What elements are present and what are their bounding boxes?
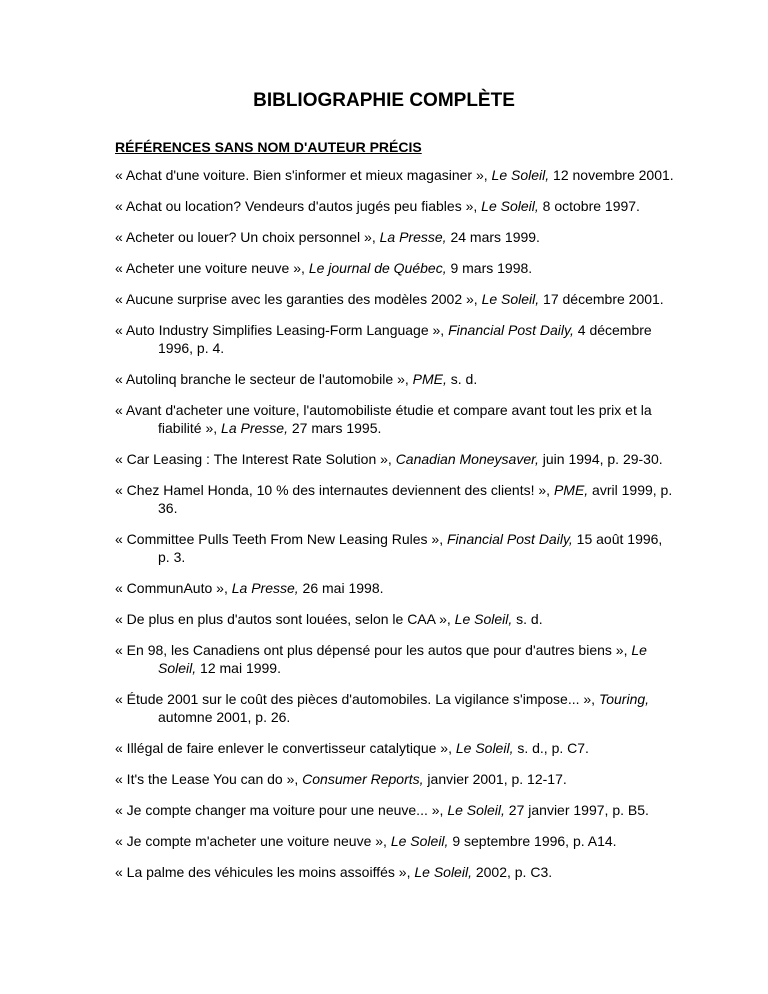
entry-details: 12 novembre 2001. — [549, 167, 674, 183]
bibliography-entry — [115, 450, 675, 468]
entry-title: « Avant d'acheter une voiture, l'automobiliste étudie et compare avant tout les prix et la fiabilité », — [115, 402, 652, 436]
bibliography-list — [115, 166, 675, 894]
entry-details: janvier 2001, p. 12-17. — [423, 771, 567, 787]
entry-details: 2002, p. C3. — [471, 864, 553, 880]
bibliography-entry — [115, 690, 675, 726]
bibliography-entry — [115, 370, 675, 388]
entry-details: 4 décembre 1996, p. 4. — [158, 322, 652, 356]
bibliography-entry — [115, 801, 675, 819]
bibliography-entry — [115, 832, 675, 850]
bibliography-entry — [115, 739, 675, 757]
entry-details: 17 décembre 2001. — [539, 291, 664, 307]
entry-details: 27 mars 1995. — [287, 420, 382, 436]
entry-title: « Acheter ou louer? Un choix personnel », — [115, 229, 380, 245]
entry-source: Le Soleil, — [390, 833, 449, 849]
entry-details: s. d. — [512, 611, 543, 627]
entry-source: Le Soleil, — [454, 611, 513, 627]
bibliography-entry — [115, 863, 675, 881]
entry-source: Le journal de Québec, — [308, 260, 447, 276]
entry-source: PME, — [412, 371, 447, 387]
entry-title: « Je compte changer ma voiture pour une neuve... », — [115, 802, 448, 818]
entry-title: « Chez Hamel Honda, 10 % des internautes deviennent des clients! », — [115, 482, 554, 498]
bibliography-entry — [115, 579, 675, 597]
section-heading: RÉFÉRENCES SANS NOM D'AUTEUR PRÉCIS — [115, 139, 422, 155]
entry-source: Le Soleil, — [414, 864, 472, 880]
entry-details: 9 mars 1998. — [446, 260, 533, 276]
entry-details: 15 août 1996, p. 3. — [158, 531, 663, 565]
entry-details: avril 1999, p. 36. — [158, 482, 673, 516]
bibliography-entry — [115, 259, 675, 277]
page-title: BIBLIOGRAPHIE COMPLÈTE — [253, 90, 515, 111]
bibliography-entry — [115, 321, 675, 357]
entry-title: « Acheter une voiture neuve », — [115, 260, 309, 276]
entry-source: Le Soleil, — [158, 642, 647, 676]
entry-details: s. d. — [446, 371, 478, 387]
entry-title: « Je compte m'acheter une voiture neuve », — [115, 833, 391, 849]
entry-details: automne 2001, p. 26. — [158, 709, 291, 725]
entry-source: Le Soleil, — [455, 740, 514, 756]
entry-source: Consumer Reports, — [302, 771, 424, 787]
bibliography-entry — [115, 770, 675, 788]
entry-source: Le Soleil, — [481, 291, 540, 307]
entry-title: « It's the Lease You can do », — [115, 771, 303, 787]
entry-details: 27 janvier 1997, p. B5. — [504, 802, 649, 818]
entry-details: 12 mai 1999. — [196, 660, 281, 676]
entry-details: s. d., p. C7. — [513, 740, 589, 756]
entry-title: « Étude 2001 sur le coût des pièces d'automobiles. La vigilance s'impose... », — [115, 691, 599, 707]
entry-source: Le Soleil, — [491, 167, 550, 183]
entry-title: « Auto Industry Simplifies Leasing-Form Language », — [115, 322, 449, 338]
entry-title: « Achat ou location? Vendeurs d'autos jugés peu fiables », — [115, 198, 482, 214]
entry-title: « Achat d'une voiture. Bien s'informer et mieux magasiner », — [115, 167, 492, 183]
entry-title: « CommunAuto », — [115, 580, 232, 596]
entry-title: « Illégal de faire enlever le convertisseur catalytique », — [115, 740, 456, 756]
entry-details: 26 mai 1998. — [298, 580, 384, 596]
entry-details: juin 1994, p. 29-30. — [538, 451, 663, 467]
entry-source: Touring, — [598, 691, 650, 707]
entry-title: « De plus en plus d'autos sont louées, selon le CAA », — [115, 611, 455, 627]
entry-source: Le Soleil, — [447, 802, 505, 818]
entry-title: « Committee Pulls Teeth From New Leasing Rules », — [115, 531, 447, 547]
entry-title: « En 98, les Canadiens ont plus dépensé pour les autos que pour d'autres biens », — [115, 642, 632, 658]
entry-source: Financial Post Daily, — [447, 531, 573, 547]
bibliography-entry — [115, 228, 675, 246]
bibliography-entry — [115, 166, 675, 184]
entry-details: 8 octobre 1997. — [538, 198, 640, 214]
bibliography-entry — [115, 641, 675, 677]
entry-source: Le Soleil, — [481, 198, 539, 214]
entry-title: « La palme des véhicules les moins assoiffés », — [115, 864, 415, 880]
entry-source: La Presse, — [231, 580, 299, 596]
entry-title: « Car Leasing : The Interest Rate Solution », — [115, 451, 396, 467]
bibliography-entry — [115, 290, 675, 308]
entry-source: Canadian Moneysaver, — [395, 451, 539, 467]
entry-title: « Aucune surprise avec les garanties des modèles 2002 », — [115, 291, 482, 307]
entry-source: La Presse, — [379, 229, 447, 245]
entry-details: 9 septembre 1996, p. A14. — [448, 833, 617, 849]
entry-details: 24 mars 1999. — [446, 229, 540, 245]
entry-source: PME, — [553, 482, 589, 498]
bibliography-entry — [115, 401, 675, 437]
entry-source: La Presse, — [221, 420, 288, 436]
bibliography-entry — [115, 481, 675, 517]
bibliography-entry — [115, 197, 675, 215]
bibliography-entry — [115, 610, 675, 628]
entry-title: « Autolinq branche le secteur de l'automobile », — [115, 371, 413, 387]
bibliography-entry — [115, 530, 675, 566]
entry-source: Financial Post Daily, — [448, 322, 574, 338]
